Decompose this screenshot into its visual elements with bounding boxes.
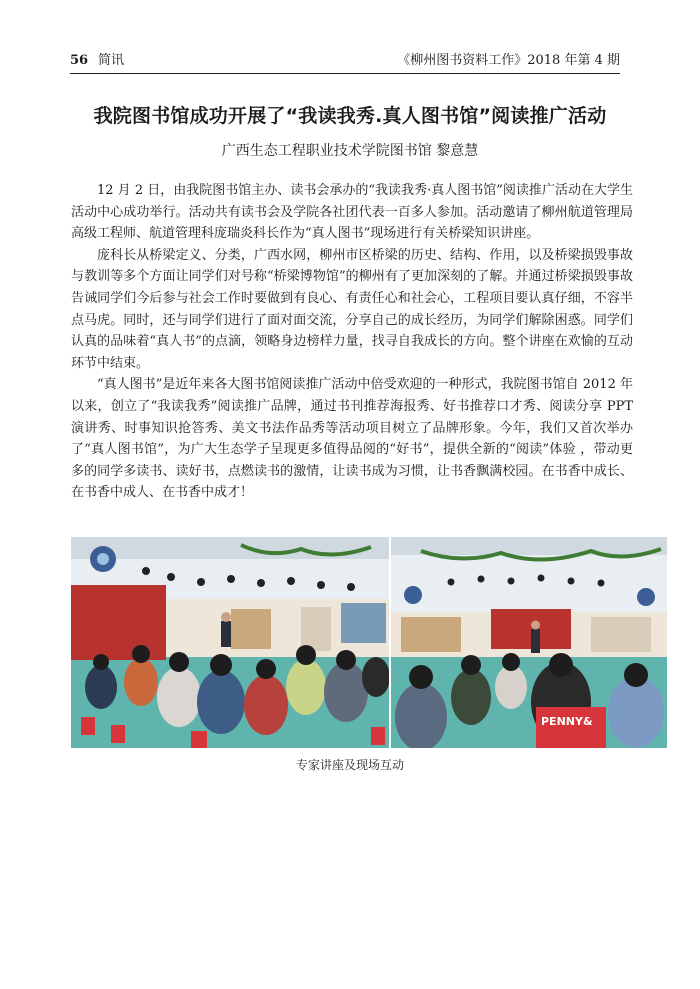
photo-figure <box>71 537 667 748</box>
article-title: 我院图书馆成功开展了“我读我秀.真人图书馆”阅读推广活动 <box>93 105 607 127</box>
page-number: 56 <box>70 53 89 68</box>
audience-interaction-photo <box>391 537 667 748</box>
journal-issue: 《柳州图书资料工作》2018 年第 4 期 <box>397 53 620 68</box>
section-label: 简讯 <box>98 53 125 68</box>
lecture-hall-photo <box>71 537 389 748</box>
paragraph: 庞科长从桥梁定义、分类，广西水网，柳州市区桥梁的历史、结构、作用，以及桥梁损毁事故与教训等多个方面让同学们对号称“桥梁博物馆”的柳州有了更加深刻的了解。并通过桥梁损毁事故告诫同学们今后参与社会工作时要做到有良心、有责任心和社会心，工程项目要认真仔细，不容半点马虎。同时，还与同学们进行了面对面交流，分享自己的成长经历，为同学们解除困惑。同学们认真的品味着“真人书”的点滴，领略身边榜样力量，找寻自我成长的方向。整个讲座在欢愉的互动环节中结束。 <box>71 247 633 371</box>
paragraph: 12 月 2 日，由我院图书馆主办、读书会承办的“我读我秀·真人图书馆”阅读推广活动在大学生活动中心成功举行。活动共有读书会及学院各社团代表一百多人参加。活动邀请了柳州航道管理局高级工程师、航道管理科庞瑞炎科长作为“真人图书”现场进行有关桥梁知识讲座。 <box>71 183 633 242</box>
header-rule <box>70 73 620 74</box>
article-author: 广西生态工程职业技术学院图书馆 黎意慧 <box>221 143 479 159</box>
page-header <box>70 51 620 71</box>
figure-caption: 专家讲座及现场互动 <box>295 758 404 772</box>
paragraph: “真人图书”是近年来各大图书馆阅读推广活动中倍受欢迎的一种形式，我院图书馆自 2012 年以来，创立了“我读我秀”阅读推广品牌，通过书刊推荐海报秀、好书推荐口才秀、阅读分享 PPT 演讲秀、时事知识抢答秀、美文书法作品秀等活动项目树立了品牌形象。今年，我们又首次举办了“真人图书馆”，为广大生态学子呈现更多值得品阅的“好书”，提供全新的“阅读”体验 ，带动更多的同学多读书、读好书，点燃读书的激情，让读书成为习惯，让书香飘满校园。在书香中成长、在书香中成人、在书香中成才！ <box>71 377 633 501</box>
article-body <box>71 180 633 504</box>
shirt-text: PENNY& <box>541 715 593 728</box>
